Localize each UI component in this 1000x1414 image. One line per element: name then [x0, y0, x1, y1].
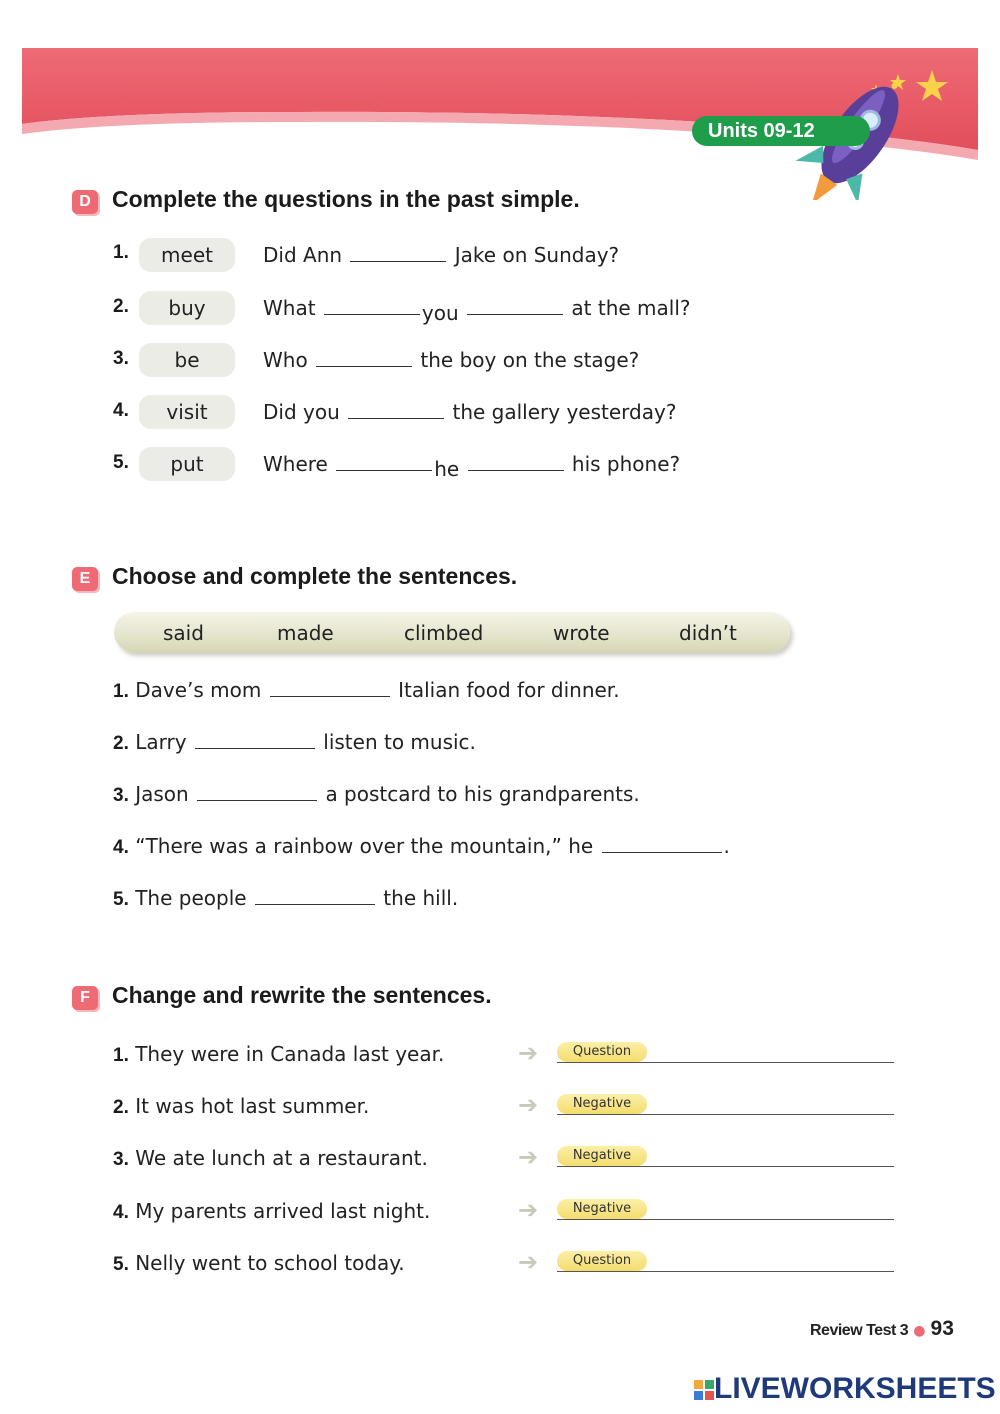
e-item-number: 3.	[113, 785, 129, 806]
word-bank-item[interactable]: climbed	[404, 621, 484, 645]
e-sentence-start: Larry	[135, 730, 187, 754]
negative-tag: Negative	[557, 1146, 647, 1166]
d-question	[263, 449, 680, 479]
f-item-number: 4.	[113, 1202, 129, 1223]
f-sentence	[113, 1091, 369, 1123]
header-banner	[0, 0, 1000, 200]
footer-label: Review Test 3	[810, 1322, 909, 1339]
e-item-number: 4.	[113, 837, 129, 858]
d-item-number: 2.	[113, 296, 129, 317]
section-f-title: Change and rewrite the sentences.	[112, 982, 492, 1008]
section-e-title: Choose and complete the sentences.	[112, 563, 518, 589]
section-d-letter: D	[72, 190, 98, 214]
e-sentence	[113, 675, 620, 707]
answer-blank[interactable]	[348, 398, 444, 419]
answer-blank[interactable]	[195, 728, 315, 749]
answer-blank[interactable]	[316, 346, 412, 367]
d-question-end: at the mall?	[571, 296, 691, 320]
liveworksheets-watermark	[694, 1372, 996, 1406]
e-sentence-start: Jason	[135, 782, 189, 806]
e-sentence-end: listen to music.	[323, 730, 476, 754]
d-verb-pill: buy	[139, 291, 235, 325]
page-footer	[810, 1317, 954, 1341]
rewrite-answer-line[interactable]	[557, 1114, 894, 1115]
f-sentence-text: It was hot last summer.	[135, 1094, 370, 1118]
answer-blank[interactable]	[197, 780, 317, 801]
answer-blank[interactable]	[350, 241, 446, 262]
e-sentence	[113, 779, 640, 811]
d-question	[263, 345, 639, 375]
f-sentence	[113, 1039, 444, 1071]
f-item-number: 2.	[113, 1097, 129, 1118]
d-verb-pill: put	[139, 447, 235, 481]
answer-blank[interactable]	[467, 294, 563, 315]
f-item-number: 1.	[113, 1045, 129, 1066]
question-tag: Question	[557, 1042, 647, 1062]
word-bank-item[interactable]: wrote	[553, 621, 610, 645]
d-question	[263, 397, 676, 427]
f-item-number: 3.	[113, 1149, 129, 1170]
page-number: 93	[930, 1317, 954, 1340]
e-sentence-start: “There was a rainbow over the mountain,” he	[135, 834, 594, 858]
d-question	[263, 293, 691, 323]
e-sentence-end: the hill.	[383, 886, 459, 910]
e-item-number: 1.	[113, 681, 129, 702]
arrow-right-icon: ➔	[518, 1091, 539, 1119]
word-bank-item[interactable]: made	[277, 621, 334, 645]
d-question-end: Jake on Sunday?	[454, 243, 620, 267]
question-tag: Question	[557, 1251, 647, 1271]
units-badge: Units 09-12	[692, 116, 870, 146]
e-sentence-start: Dave’s mom	[135, 678, 262, 702]
d-verb-pill: be	[139, 343, 235, 377]
e-sentence-end: a postcard to his grandparents.	[325, 782, 640, 806]
f-sentence-text: Nelly went to school today.	[135, 1251, 405, 1275]
watermark-text: LIVEWORKSHEETS	[714, 1372, 996, 1405]
f-sentence	[113, 1143, 428, 1175]
d-question-start: Did Ann	[263, 243, 343, 267]
rewrite-answer-line[interactable]	[557, 1062, 894, 1063]
d-item-number: 1.	[113, 242, 129, 263]
e-sentence	[113, 831, 730, 863]
e-sentence-end: Italian food for dinner.	[398, 678, 620, 702]
d-question-start: Did you	[263, 400, 340, 424]
negative-tag: Negative	[557, 1094, 647, 1114]
d-question-mid: you	[421, 301, 459, 325]
d-item-number: 4.	[113, 400, 129, 421]
f-item-number: 5.	[113, 1254, 129, 1275]
section-f-letter: F	[72, 986, 98, 1010]
answer-blank[interactable]	[324, 294, 420, 315]
d-verb-pill: visit	[139, 395, 235, 429]
f-sentence	[113, 1248, 405, 1280]
liveworksheets-logo-icon	[694, 1380, 714, 1400]
negative-tag: Negative	[557, 1199, 647, 1219]
d-question-start: What	[263, 296, 316, 320]
answer-blank[interactable]	[336, 450, 432, 471]
e-sentence-end: .	[723, 834, 730, 858]
answer-blank[interactable]	[602, 832, 722, 853]
f-sentence-text: My parents arrived last night.	[135, 1199, 431, 1223]
e-item-number: 2.	[113, 733, 129, 754]
d-question-end: the boy on the stage?	[420, 348, 640, 372]
e-sentence	[113, 883, 458, 915]
e-sentence-start: The people	[135, 886, 247, 910]
rewrite-answer-line[interactable]	[557, 1219, 894, 1220]
d-question-end: his phone?	[571, 452, 681, 476]
e-sentence	[113, 727, 476, 759]
rewrite-answer-line[interactable]	[557, 1271, 894, 1272]
rewrite-answer-line[interactable]	[557, 1166, 894, 1167]
f-sentence-text: We ate lunch at a restaurant.	[135, 1146, 428, 1170]
section-d-title: Complete the questions in the past simple.	[112, 186, 580, 212]
d-question-end: the gallery yesterday?	[452, 400, 677, 424]
answer-blank[interactable]	[468, 450, 564, 471]
section-e-letter: E	[72, 567, 98, 591]
d-item-number: 3.	[113, 348, 129, 369]
word-bank-item[interactable]: didn’t	[679, 621, 737, 645]
footer-dot-icon: ●	[913, 1323, 926, 1339]
arrow-right-icon: ➔	[518, 1143, 539, 1171]
word-bank-item[interactable]: said	[163, 621, 204, 645]
arrow-right-icon: ➔	[518, 1196, 539, 1224]
answer-blank[interactable]	[270, 676, 390, 697]
f-sentence-text: They were in Canada last year.	[135, 1042, 445, 1066]
answer-blank[interactable]	[255, 884, 375, 905]
arrow-right-icon: ➔	[518, 1039, 539, 1067]
f-sentence	[113, 1196, 430, 1228]
e-item-number: 5.	[113, 889, 129, 910]
d-question-mid: he	[434, 457, 460, 481]
arrow-right-icon: ➔	[518, 1248, 539, 1276]
d-question-start: Where	[263, 452, 328, 476]
d-item-number: 5.	[113, 452, 129, 473]
d-question	[263, 240, 619, 270]
d-question-start: Who	[263, 348, 308, 372]
d-verb-pill: meet	[139, 238, 235, 272]
